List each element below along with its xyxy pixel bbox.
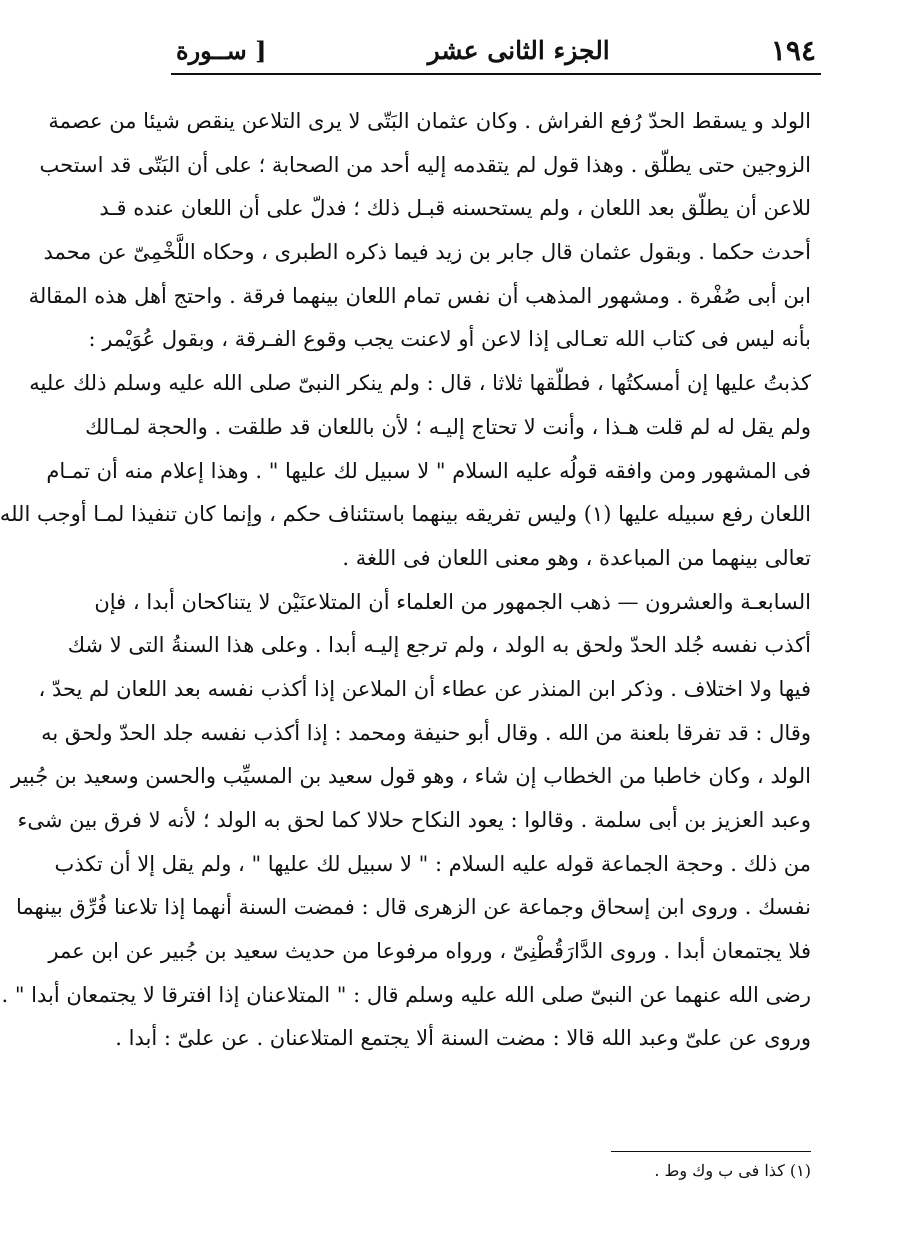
text-line: تعالى بينهما من المباعدة ، وهو معنى اللعان فى اللغة .: [342, 545, 811, 570]
text-line: من ذلك . وحجة الجماعة قوله عليه السلام : " لا سبيل لك عليها " ، ولم يقل إلا أن تكذب: [54, 851, 811, 876]
text-line: فى المشهور ومن وافقه قولُه عليه السلام " لا سبيل لك عليها " . وهذا إعلام منه أن تمـام: [46, 458, 811, 483]
text-line: ابن أبى صُفْرة . ومشهور المذهب أن نفس تمام اللعان بينهما فرقة . واحتج أهل هذه المقالة: [28, 283, 811, 308]
footnote: (١) كذا فى ب وك وط .: [654, 1161, 811, 1180]
footnote-rule: [611, 1151, 811, 1152]
text-line: فلا يجتمعان أبدا . وروى الدَّارَقُطْنِىّ ، ورواه مرفوعا من حديث سعيد بن جُبير عن ابن عمر: [48, 939, 811, 964]
text-line: بأنه ليس فى كتاب الله تعـالى إذا لاعن أو لاعنت يجب وقوع الفـرقة ، وبقول عُوَيْمر :: [88, 327, 811, 352]
text-line: الزوجين حتى يطلّق . وهذا قول لم يتقدمه إليه أحد من الصحابة ؛ على أن البَتّى قد استحب: [39, 152, 811, 177]
header-page-number: ١٩٤: [770, 33, 816, 67]
text-line: الولد ، وكان خاطبا من الخطاب إن شاء ، وهو قول سعيد بن المسيِّب والحسن وسعيد بن جُبير: [10, 764, 811, 789]
text-line: فيها ولا اختلاف . وذكر ابن المنذر عن عطاء أن الملاعن إذا أكذب نفسه بعد اللعان لم يحدّ ،: [38, 676, 811, 701]
text-line: أكذب نفسه جُلد الحدّ ولحق به الولد ، ولم ترجع إليـه أبدا . وعلى هذا السنةُ التى لا شك: [67, 633, 811, 658]
text-line: الولد و يسقط الحدّ رُفع الفراش . وكان عثمان البَتّى لا يرى التلاعن ينقص شيئا من عصمة: [48, 109, 811, 133]
text-line: ولم يقل له لم قلت هـذا ، وأنت لا تحتاج إليـه ؛ لأن باللعان قد طلقت . والحجة لمـالك: [85, 414, 811, 439]
text-line: السابعـة والعشرون — ذهب الجمهور من العلماء أن المتلاعنَيْن لا يتناكحان أبدا ، فإن: [94, 589, 811, 614]
page-header: [176, 30, 816, 70]
text-line: كذبتُ عليها إن أمسكتُها ، فطلّقها ثلاثا ، قال : ولم ينكر النبىّ صلى الله عليه وسلم ذلك عليه: [29, 371, 811, 396]
text-line: اللعان رفع سبيله عليها (١) وليس تفريقه بينهما باستئناف حكم ، وإنما كان تنفيذا لمـا أوجب الله: [0, 502, 811, 527]
text-line: وقال : قد تفرقا بلعنة من الله . وقال أبو حنيفة ومحمد : إذا أكذب نفسه جلد الحدّ ولحق به: [41, 720, 811, 745]
text-line: أحدث حكما . وبقول عثمان قال جابر بن زيد فيما ذكره الطبرى ، وحكاه اللَّخْمِىّ عن محمد: [43, 240, 811, 265]
text-line: للاعن أن يطلّق بعد اللعان ، ولم يستحسنه قبـل ذلك ؛ فدلّ على أن اللعان عنده قـد: [99, 196, 811, 221]
header-surah-label: [ ســورة: [176, 35, 267, 65]
header-part-title: الجزء الثانى عشر: [427, 35, 610, 65]
text-line: وعبد العزيز بن أبى سلمة . وقالوا : يعود النكاح حلالا كما لحق به الولد ؛ لأنه لا فرق بين شىء: [17, 808, 811, 832]
text-line: رضى الله عنهما عن النبىّ صلى الله عليه وسلم قال : " المتلاعنان إذا افترقا لا يجتمعان أبدا " .: [1, 982, 811, 1007]
header-rule: [171, 73, 821, 75]
text-line: نفسك . وروى ابن إسحاق وجماعة عن الزهرى قال : فمضت السنة أنهما إذا تلاعنا فُرِّق بينهما: [15, 895, 811, 920]
text-line: وروى عن علىّ وعبد الله قالا : مضت السنة ألا يجتمع المتلاعنان . عن علىّ : أبدا .: [115, 1026, 811, 1051]
page-body-text: [0, 100, 811, 1061]
